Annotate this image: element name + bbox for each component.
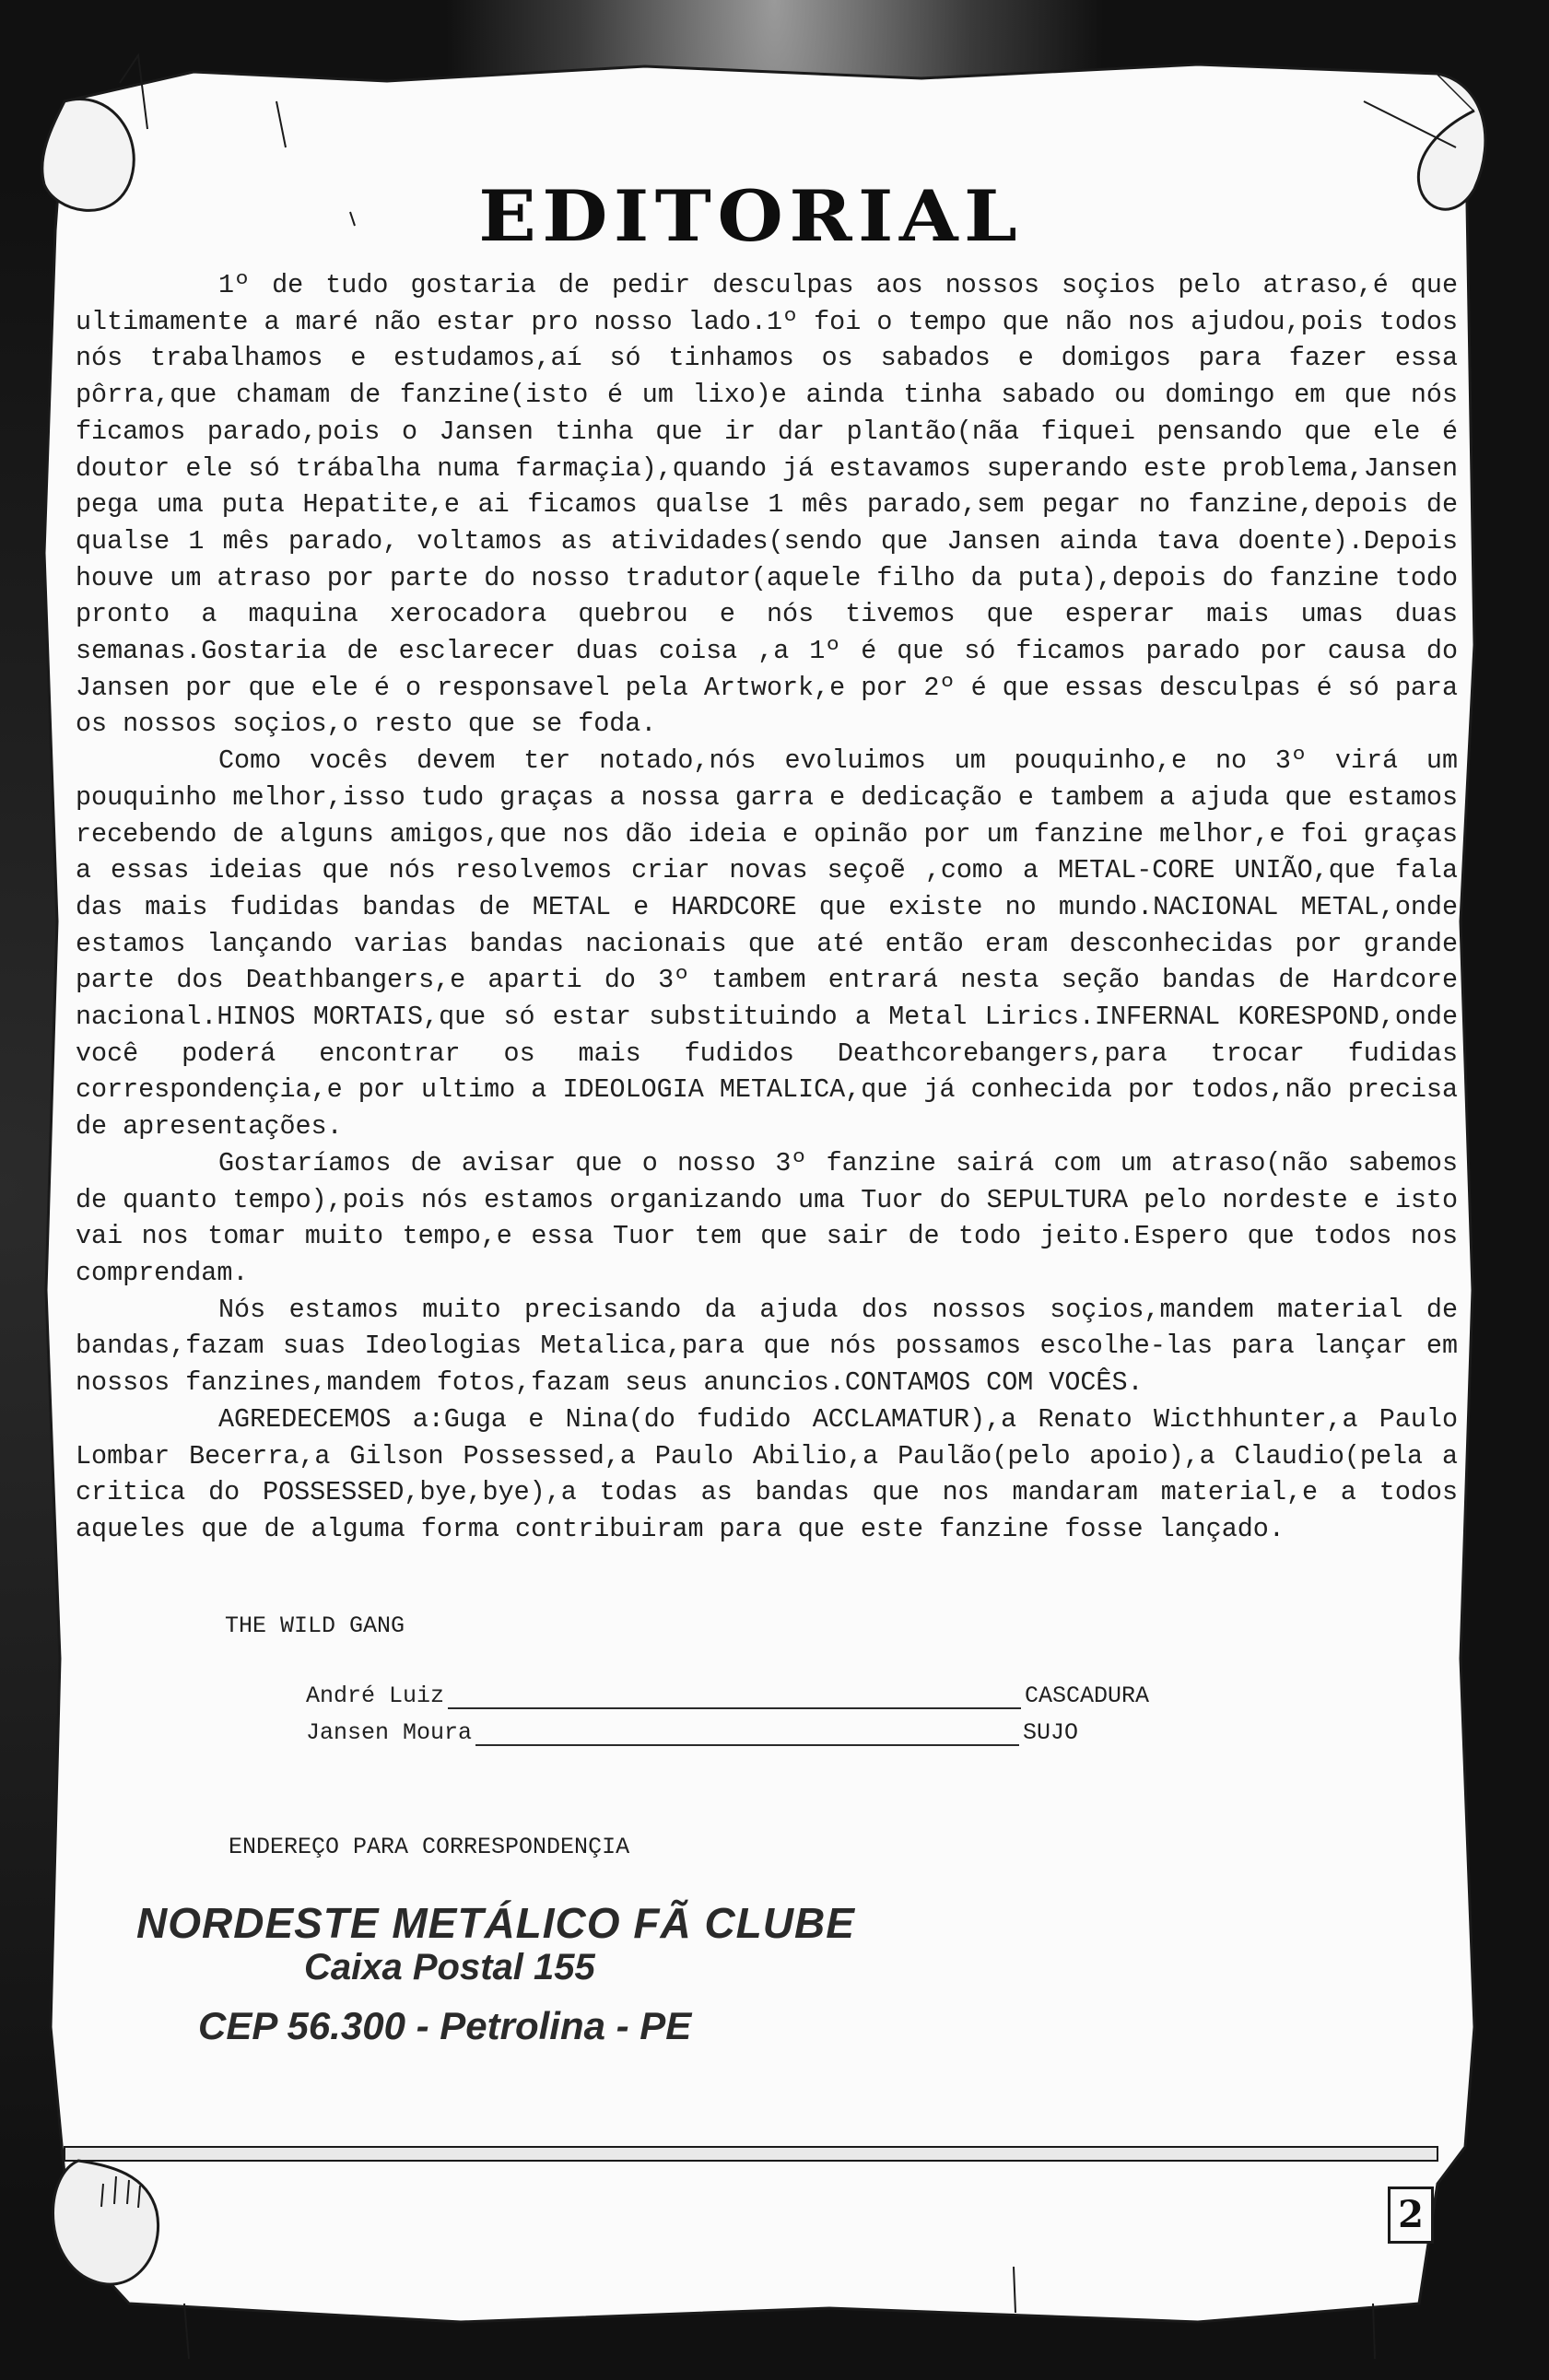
page-number: 2	[1388, 2187, 1434, 2244]
stamp-po-box: Caixa Postal 155	[304, 1947, 595, 1987]
signoff-gang: THE WILD GANG	[225, 1612, 405, 1639]
signature-row	[306, 1682, 1149, 1709]
signature-name: Jansen Moura	[306, 1719, 473, 1746]
paragraph-help: Nós estamos muito precisando da ajuda dos nossos soçios,mandem material de bandas,fazam suas Ideologias Metalica,para que nós possamos escolhe-las para lançar em nossos fanzines,mandem fotos,fazam seus anuncios.CONTAMOS COM VOCÊS.	[76, 1294, 1458, 1399]
signature-line	[475, 1726, 1019, 1746]
paragraph-tour: Gostaríamos de avisar que o nosso 3º fanzine sairá com um atraso(não sabemos de quanto tempo),pois nós estamos organizando uma Tuor do SEPULTURA pelo nordeste e isto vai nos tomar muito tempo,e essa Tuor tem que sair de todo jeito.Espero que todos nos comprendam.	[76, 1147, 1458, 1288]
signature-row	[306, 1719, 1078, 1746]
paragraph-thanks: AGREDECEMOS a:Guga e Nina(do fudido ACCLAMATUR),a Renato Wicthhunter,a Paulo Lombar Becerra,a Gilson Possessed,a Paulo Abilio,a Paulão(pelo apoio),a Claudio(pela a critica do POSSESSED,bye,bye),a todas as bandas que nos mandaram material,e a todos aqueles que de alguma forma contribuiram para que este fanzine fosse lançado.	[76, 1403, 1458, 1544]
stamp-postal-code: CEP 56.300 - Petrolina - PE	[198, 2004, 692, 2047]
signature-line	[448, 1689, 1021, 1709]
paragraph-evolution: Como vocês devem ter notado,nós evoluimos um pouquinho,e no 3º virá um pouquinho melhor,isso tudo graças a nossa garra e dedicação e tambem a ajuda que estamos recebendo de alguns amigos,que nos dão ideia e opinão por um fanzine melhor,e foi graças a essas ideias que nós resolvemos criar novas seçoẽ ,como a METAL-CORE UNIÃO,que fala das mais fudidas bandas de METAL e HARDCORE que existe no mundo.NACIONAL METAL,onde estamos lançando varias bandas nacionais que até então eram desconhecidas por grande parte dos Deathbangers,e aparti do 3º tambem entrará nesta seção bandas de Hardcore nacional.HINOS MORTAIS,que só estar substituindo a Metal Lirics.INFERNAL KORESPOND,onde você poderá encontrar os mais fudidos Deathcorebangers,para trocar fudidas correspondençia,e por ultimo a IDEOLOGIA METALICA,que já conhecida por todos,não precisa de apresentações.	[76, 745, 1458, 1143]
paragraph-apology: 1º de tudo gostaria de pedir desculpas aos nossos soçios pelo atraso,é que ultimamente a maré não estar pro nosso lado.1º foi o tempo que não nos ajudou,pois todos nós trabalhamos e estudamos,aí só tinhamos os sabados e domigos para fazer essa pôrra,que chamam de fanzine(isto é um lixo)e ainda tinha sabado ou domingo em que nós ficamos parado,pois o Jansen tinha que ir dar plantão(nãa fiquei pensando que ele é doutor ele só trábalha numa farmaçia),quando já estavamos superando este problema,Jansen pega uma puta Hepatite,e ai ficamos qualse 1 mês parado,sem pegar no fanzine,depois de qualse 1 mês parado, voltamos as atividades(sendo que Jansen ainda tava doente).Depois houve um atraso por parte do nosso tradutor(aquele filho da puta),depois do fanzine todo pronto a maquina xerocadora quebrou e nós tivemos que esperar mais umas duas semanas.Gostaria de esclarecer duas coisa ,a 1º é que só ficamos parado por causa do Jansen por que ele é o responsavel pela Artwork,e por 2º é que essas desculpas é só para os nossos soçios,o resto que se foda.	[76, 270, 1458, 740]
address-label: ENDEREÇO PARA CORRESPONDENÇIA	[229, 1834, 630, 1860]
editorial-body	[76, 267, 1458, 1548]
page-title: EDITORIAL	[478, 175, 1024, 257]
signature-alias: CASCADURA	[1025, 1682, 1150, 1709]
signature-alias: SUJO	[1023, 1719, 1079, 1746]
signature-name: André Luiz	[306, 1682, 445, 1709]
stamp-club-name: NORDESTE METÁLICO FÃ CLUBE	[136, 1899, 855, 1947]
